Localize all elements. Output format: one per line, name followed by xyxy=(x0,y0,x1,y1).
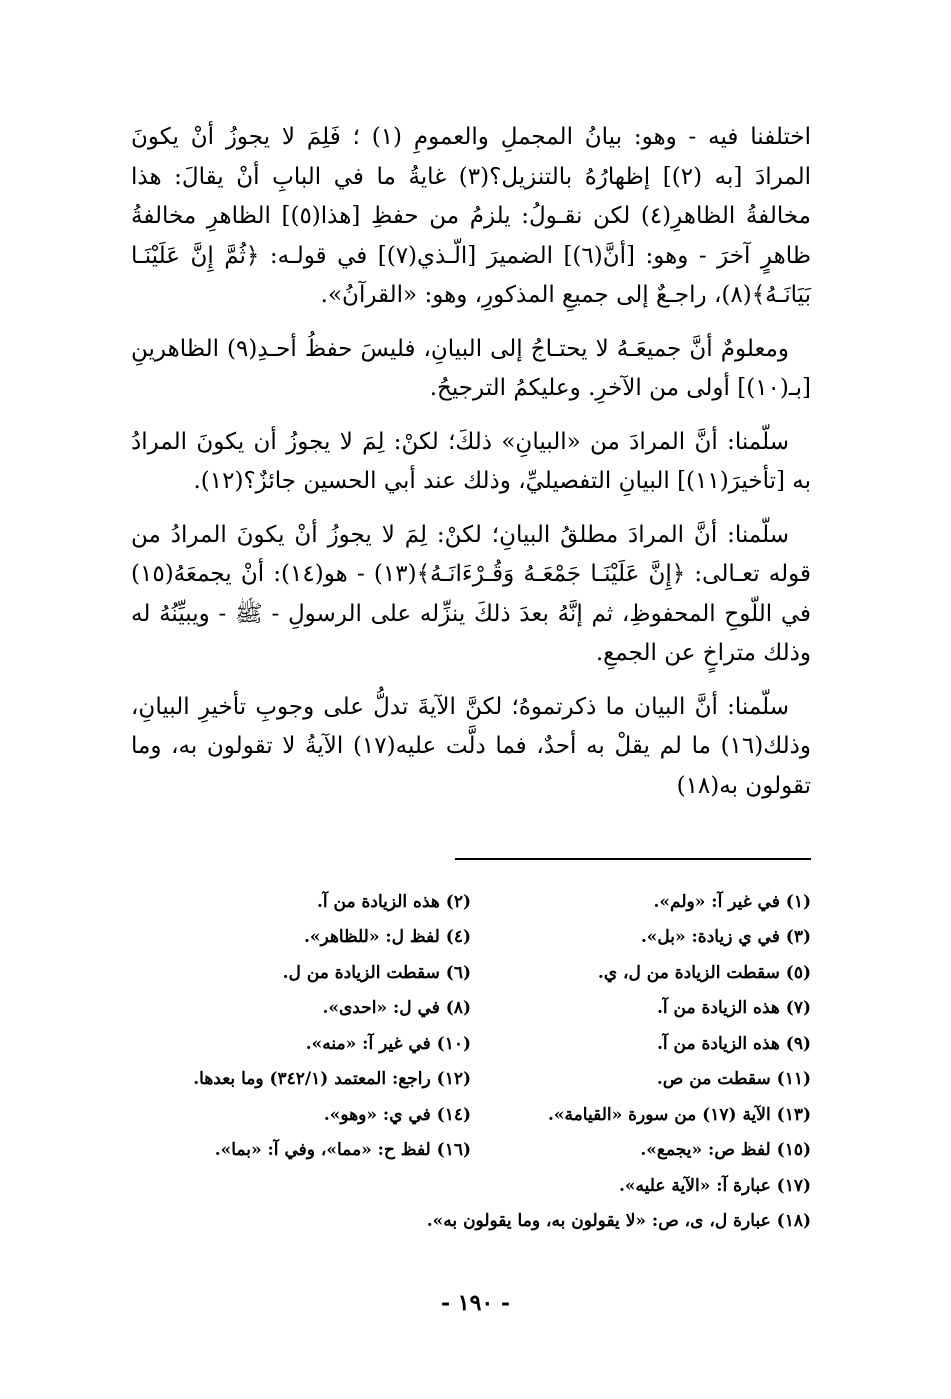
paragraph: سلّمنا: أنَّ المرادَ من «البيانِ» ذلكَ؛ لكنْ: لِمَ لا يجوزُ أن يكونَ المرادُ به [تأخيرَ(١١)] البيانِ التفصيليِّ، وذلك عند أبي الحسين جائزٌ؟(١٢). xyxy=(131,428,811,494)
footnote-row xyxy=(131,955,811,991)
footnote: (١٨) عبارة ل، ى، ص: «لا يقولون به، وما يقولون به». xyxy=(426,1211,811,1232)
footnote-row xyxy=(131,1133,811,1169)
footnote: (١١) سقطت من ص. xyxy=(656,1069,811,1090)
footnotes xyxy=(131,884,811,1239)
paragraph: ومعلومٌ أنَّ جميعَـهُ لا يحتـاجُ إلى البيانِ، فليسَ حفظُ أحـدِ(٩) الظاهرينِ [بـ(١٠)] أولى من الآخرِ. وعليكمُ الترجيحُ. xyxy=(131,335,811,401)
footnote: (٧) هذه الزيادة من آ. xyxy=(656,998,811,1019)
footnote-row xyxy=(131,920,811,956)
footnote-row xyxy=(131,1026,811,1062)
footnote-divider xyxy=(455,858,811,860)
footnote: (٥) سقطت الزيادة من ل، ي. xyxy=(597,962,811,983)
footnote-row xyxy=(131,1204,811,1240)
footnote: (١٣) الآية (١٧) من سورة «القيامة». xyxy=(548,1104,811,1125)
footnote-row xyxy=(131,884,811,920)
footnote-row xyxy=(131,991,811,1027)
footnote: (١٢) راجع: المعتمد (٣٤٢/١) وما بعدها. xyxy=(193,1069,471,1090)
footnote: (١٠) في غير آ: «منه». xyxy=(305,1033,471,1054)
paragraph: اختلفنا فيه - وهو: بيانُ المجملِ والعمومِ (١) ؛ فَلِمَ لا يجوزُ أنْ يكونَ المرادَ [به (٢)] إظهارُهُ بالتنزيل؟(٣) غايةُ ما في البابِ أنْ يقالَ: هذا مخالفةُ الظاهرِ(٤) لكن نقـولُ: يلزمُ من حفظِ [هذا(٥)] الظاهرِ مخالفةُ ظاهرٍ آخرَ - وهو: [أنَّ(٦)] الضميرَ [الّـذي(٧)] في قولـه: ﴿ثُمَّ إِنَّ عَلَيْنَـا بَيَانَـهُ﴾(٨)، راجـعٌ إلى جميعِ المذكورِ، وهو: «القرآنُ». xyxy=(131,124,812,308)
footnote: (٦) سقطت الزيادة من ل. xyxy=(282,962,471,983)
footnote: (١٤) في ي: «وهو». xyxy=(323,1104,471,1125)
paragraph: سلّمنا: أنَّ البيان ما ذكرتموهُ؛ لكنَّ الآيةَ تدلُّ على وجوبِ تأخيرِ البيانِ، وذلك(١٦) ما لم يقلْ به أحدٌ، فما دلَّت عليه(١٧) الآيةُ لا تقولون به، وما تقولون به(١٨) xyxy=(131,693,811,799)
footnote-row xyxy=(131,1097,811,1133)
main-text xyxy=(131,118,811,820)
footnote: (١) في غير آ: «ولم». xyxy=(653,891,811,912)
footnote: (٣) في ي زيادة: «بل». xyxy=(640,927,811,948)
footnote: (١٦) لفظ ح: «مما»، وفي آ: «بما». xyxy=(214,1140,471,1161)
footnote-row xyxy=(131,1168,811,1204)
footnote: (١٥) لفظ ص: «يجمع». xyxy=(640,1140,811,1161)
paragraph: سلّمنا: أنَّ المرادَ مطلقُ البيانِ؛ لكنْ: لِمَ لا يجوزُ أنْ يكونَ المرادُ من قوله تعـالى: ﴿إِنَّ عَلَيْنَـا جَمْعَـهُ وَقُـرْءَانَـهُ﴾(١٣) - هو(١٤): أنْ يجمعَهُ(١٥) في اللّوحِ المحفوظِ، ثم إنَّهُ بعدَ ذلكَ ينزِّله على الرسولِ - ﷺ - ويبيِّنُهُ له وذلك متراخٍ عن الجمعِ. xyxy=(131,521,812,666)
footnote: (٩) هذه الزيادة من آ. xyxy=(656,1033,811,1054)
page-number: - ١٩٠ - xyxy=(440,1290,511,1316)
footnote-row xyxy=(131,1062,811,1098)
footnote: (٨) في ل: «احدى». xyxy=(322,998,471,1019)
footnote: (٤) لفظ ل: «للظاهر». xyxy=(304,927,471,948)
footnote: (٢) هذه الزيادة من آ. xyxy=(316,891,471,912)
footnote: (١٧) عبارة آ: «الآية عليه». xyxy=(618,1175,811,1196)
